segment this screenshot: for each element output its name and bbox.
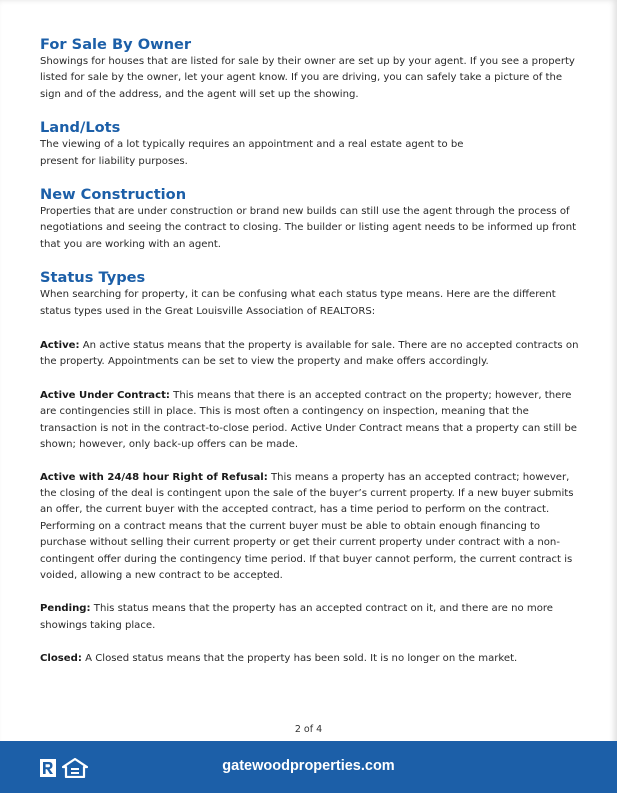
section-status-types — [40, 269, 580, 320]
status-text: This status means that the property has an accepted contract on it, and there are no more showings taking place. — [40, 603, 554, 631]
status-text: This means that there is an accepted contract on the property; however, there are contingencies still in place. This is most often a contingency on inspection, meaning that the transaction is not in the contract-to-close period. Active Under Contract means that a property can still be shown; however, only back-up offers can be made. — [40, 389, 577, 451]
section-body: Showings for houses that are listed for sale by their owner are set up by your agent. If you see a property listed for sale by the owner, let your agent know. If you are driving, you can safely take a picture of the sign and of the address, and the agent will set up the showing. — [40, 56, 575, 100]
section-body: When searching for property, it can be confusing what each status type means. Here are the different status types used in the Great Louisville Association of REALTORS: — [40, 289, 556, 317]
status-pending — [40, 601, 580, 634]
section-body: The viewing of a lot typically requires an appointment and a real estate agent to be present for liability purposes. — [40, 139, 464, 167]
status-right-of-refusal — [40, 470, 580, 585]
status-text: An active status means that the property is available for sale. There are no accepted contracts on the property. Appointments can be set to view the property and make offers accordingly. — [40, 340, 579, 368]
status-text: A Closed status means that the property has been sold. It is no longer on the market. — [85, 653, 518, 665]
status-active — [40, 338, 580, 371]
section-heading: New Construction — [40, 186, 187, 204]
status-term: Closed: — [40, 653, 82, 665]
section-body: Properties that are under construction or brand new builds can still use the agent through the process of negotiations and seeing the contract to closing. The builder or listing agent needs to be informed up front that you are working with an agent. — [40, 206, 577, 250]
section-heading: For Sale By Owner — [40, 36, 192, 53]
status-active-under-contract — [40, 388, 580, 454]
status-closed — [40, 651, 580, 667]
section-for-sale-by-owner — [40, 36, 580, 103]
page-number: 2 of 4 — [294, 724, 323, 735]
footer-website-link[interactable]: gatewoodproperties.com — [222, 758, 395, 774]
section-heading: Status Types — [40, 269, 146, 287]
section-land-lots — [40, 119, 580, 170]
status-text: This means a property has an accepted contract; however, the closing of the deal is contingent upon the sale of the buyer’s current property. If a new buyer submits an offer, the current buyer with the accepted contract, has a time period to perform on the contract. Performing on a contract means that the current buyer must be able to obtain enough financing to purchase without selling their current property or get their current property under contract with a non-contingent offer during the contingency time period. If that buyer cannot perform, the current contract is voided, allowing a new contract to be accepted. — [40, 471, 574, 581]
status-term: Pending: — [40, 603, 91, 615]
status-term: Active Under Contract: — [40, 389, 170, 401]
status-term: Active: — [40, 340, 80, 352]
page-content — [40, 36, 580, 668]
status-term: Active with 24/48 hour Right of Refusal: — [40, 471, 268, 483]
section-new-construction — [40, 186, 580, 253]
section-heading: Land/Lots — [40, 119, 121, 137]
footer-bar — [0, 741, 617, 793]
